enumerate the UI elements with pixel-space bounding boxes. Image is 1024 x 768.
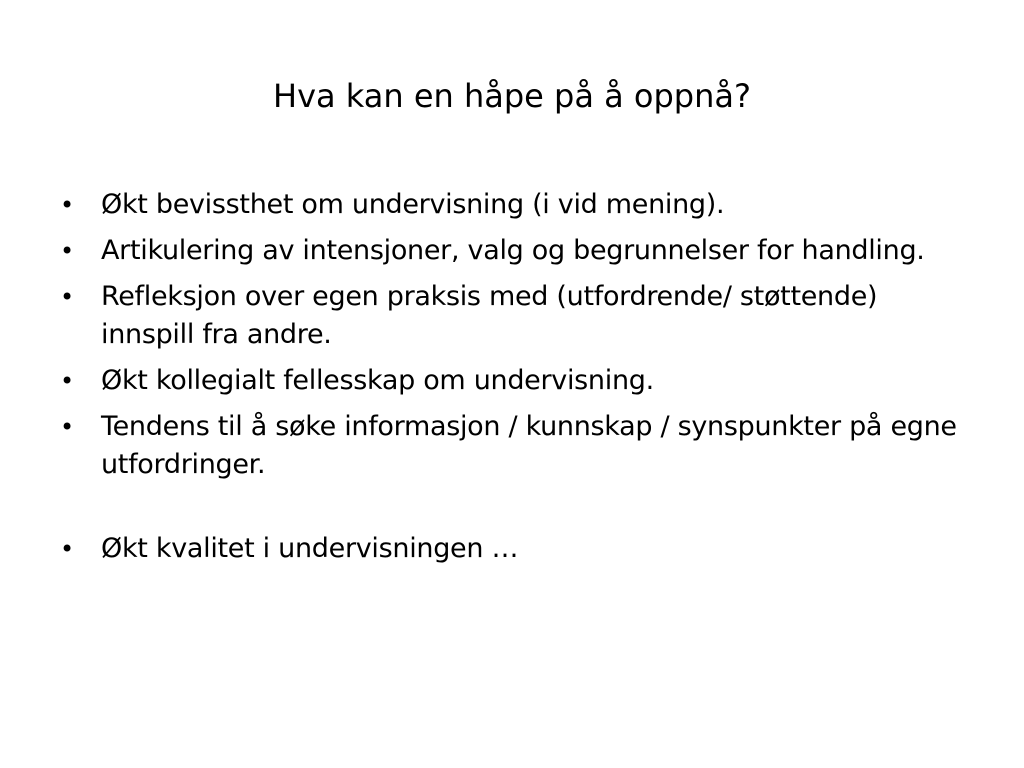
bullet-item-quality [54, 530, 974, 568]
bullet-item-articulation [54, 232, 974, 270]
bullet-item-information-seeking [54, 408, 974, 484]
bullet-item-awareness [54, 186, 974, 224]
bullet-marker: • [60, 237, 74, 265]
bullet-text: Økt kvalitet i undervisningen … [101, 533, 519, 564]
slide-title: Hva kan en håpe på å oppnå? [273, 77, 751, 115]
bullet-text: Artikulering av intensjoner, valg og begrunnelser for handling. [101, 235, 925, 266]
bullet-item-reflection [54, 278, 974, 354]
bullet-item-collegiality [54, 362, 974, 400]
bullet-marker: • [60, 191, 74, 219]
bullet-marker: • [60, 413, 74, 441]
bullet-marker: • [60, 367, 74, 395]
bullet-marker: • [60, 283, 74, 311]
bullet-text: Refleksjon over egen praksis med (utfordrende/ støttende) innspill fra andre. [101, 281, 878, 350]
bullet-text: Tendens til å søke informasjon / kunnskap / synspunkter på egne utfordringer. [101, 411, 957, 480]
bullet-text: Økt bevissthet om undervisning (i vid mening). [101, 189, 725, 220]
bullet-marker: • [60, 535, 74, 563]
bullet-text: Økt kollegialt fellesskap om undervisning. [101, 365, 654, 396]
bullet-list [54, 186, 974, 576]
